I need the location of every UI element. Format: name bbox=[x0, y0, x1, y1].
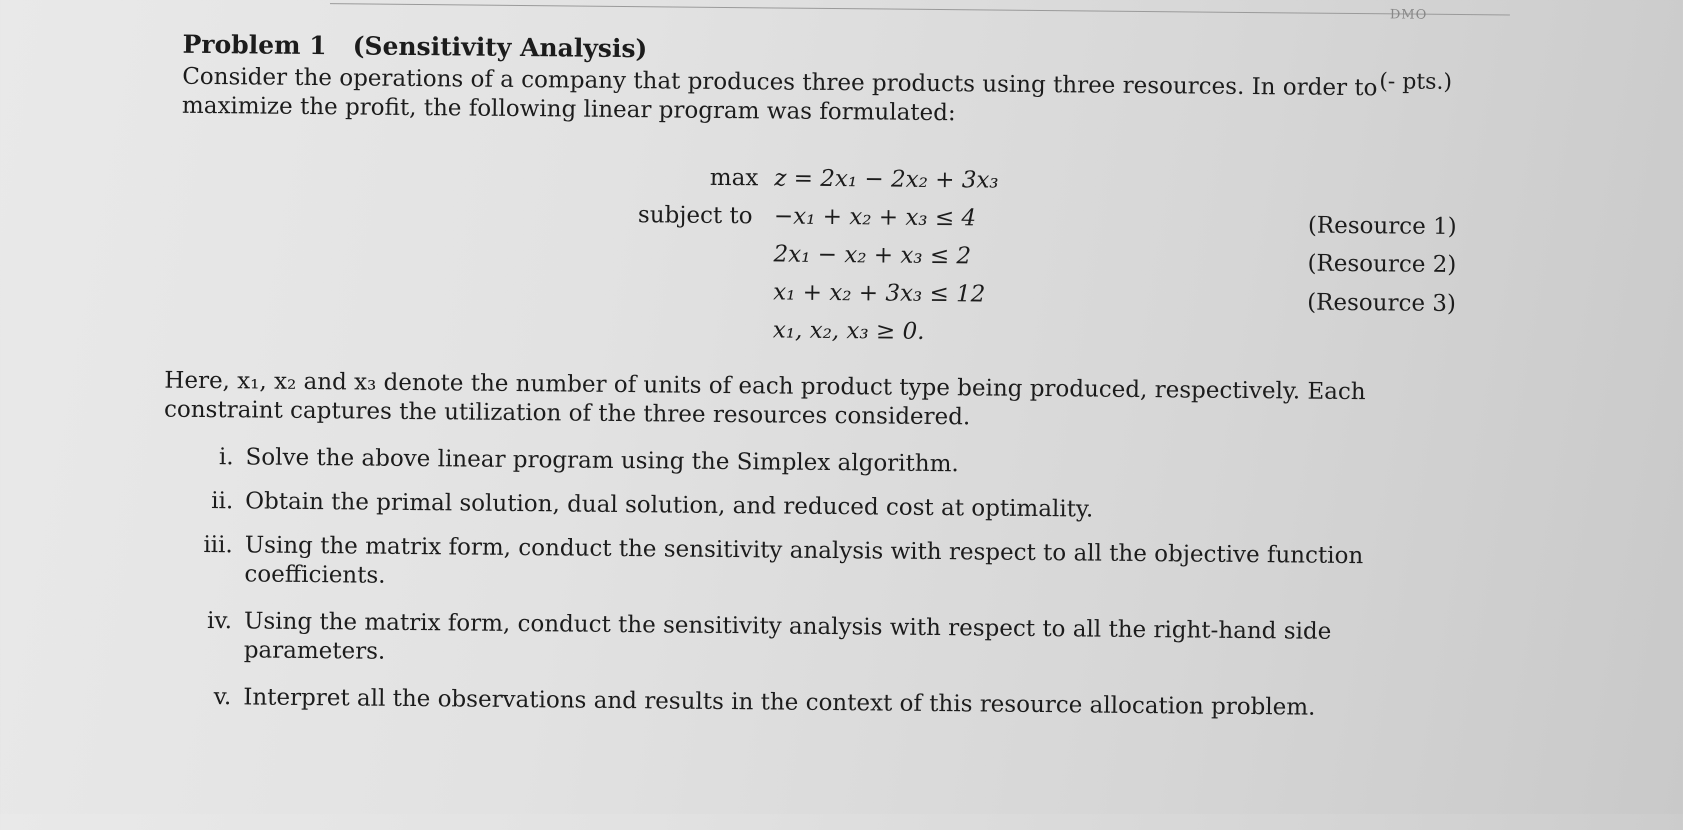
page-top-border bbox=[330, 3, 1510, 15]
constraint-1-label: (Resource 1) bbox=[1308, 213, 1457, 240]
constraint-1: −x₁ + x₂ + x₃ ≤ 4 bbox=[774, 203, 976, 231]
problem-heading bbox=[182, 30, 647, 63]
item-text: Using the matrix form, conduct the sensitivity analysis with respect to all the objective function bbox=[245, 530, 1364, 571]
item-text: Using the matrix form, conduct the sensitivity analysis with respect to all the right-hand side bbox=[244, 606, 1332, 646]
problem-title: Problem 1 bbox=[182, 30, 326, 60]
problem-subtitle: (Sensitivity Analysis) bbox=[353, 31, 648, 63]
objective-label: max bbox=[638, 164, 758, 191]
item-text-continued: coefficients. bbox=[244, 559, 385, 590]
corner-mark: DMO bbox=[1390, 7, 1428, 22]
explanation-line-2: constraint captures the utilization of the three resources considered. bbox=[164, 395, 970, 433]
item-number: ii. bbox=[183, 486, 233, 516]
list-item bbox=[182, 530, 183, 590]
item-number: v. bbox=[181, 682, 231, 712]
subject-to-label: subject to bbox=[638, 202, 753, 229]
nonnegativity-constraint: x₁, x₂, x₃ ≥ 0. bbox=[773, 317, 925, 344]
objective-function: z = 2x₁ − 2x₂ + 3x₃ bbox=[774, 165, 999, 193]
constraint-2: 2x₁ − x₂ + x₃ ≤ 2 bbox=[773, 241, 971, 269]
constraint-3-label: (Resource 3) bbox=[1307, 290, 1456, 317]
item-number: iii. bbox=[183, 530, 233, 560]
explanation-line-1: Here, x₁, x₂ and x₃ denote the number of units of each product type being produced, respectively. Each bbox=[164, 366, 1366, 408]
item-text: Obtain the primal solution, dual solution, and reduced cost at optimality. bbox=[245, 486, 1093, 524]
constraint-3: x₁ + x₂ + 3x₃ ≤ 12 bbox=[773, 279, 985, 307]
item-text-continued: parameters. bbox=[244, 635, 386, 666]
list-item bbox=[182, 606, 183, 666]
item-text: Solve the above linear program using the Simplex algorithm. bbox=[245, 442, 958, 479]
points-label: (- pts.) bbox=[1379, 69, 1452, 95]
intro-line-1: Consider the operations of a company that produces three products using three resources. In order to bbox=[182, 62, 1377, 103]
constraint-2-label: (Resource 2) bbox=[1307, 251, 1456, 278]
item-text: Interpret all the observations and results in the context of this resource allocation problem. bbox=[243, 682, 1315, 722]
intro-line-2: maximize the profit, the following linear program was formulated: bbox=[182, 91, 956, 128]
item-number: i. bbox=[183, 442, 233, 472]
item-number: iv. bbox=[182, 606, 232, 636]
